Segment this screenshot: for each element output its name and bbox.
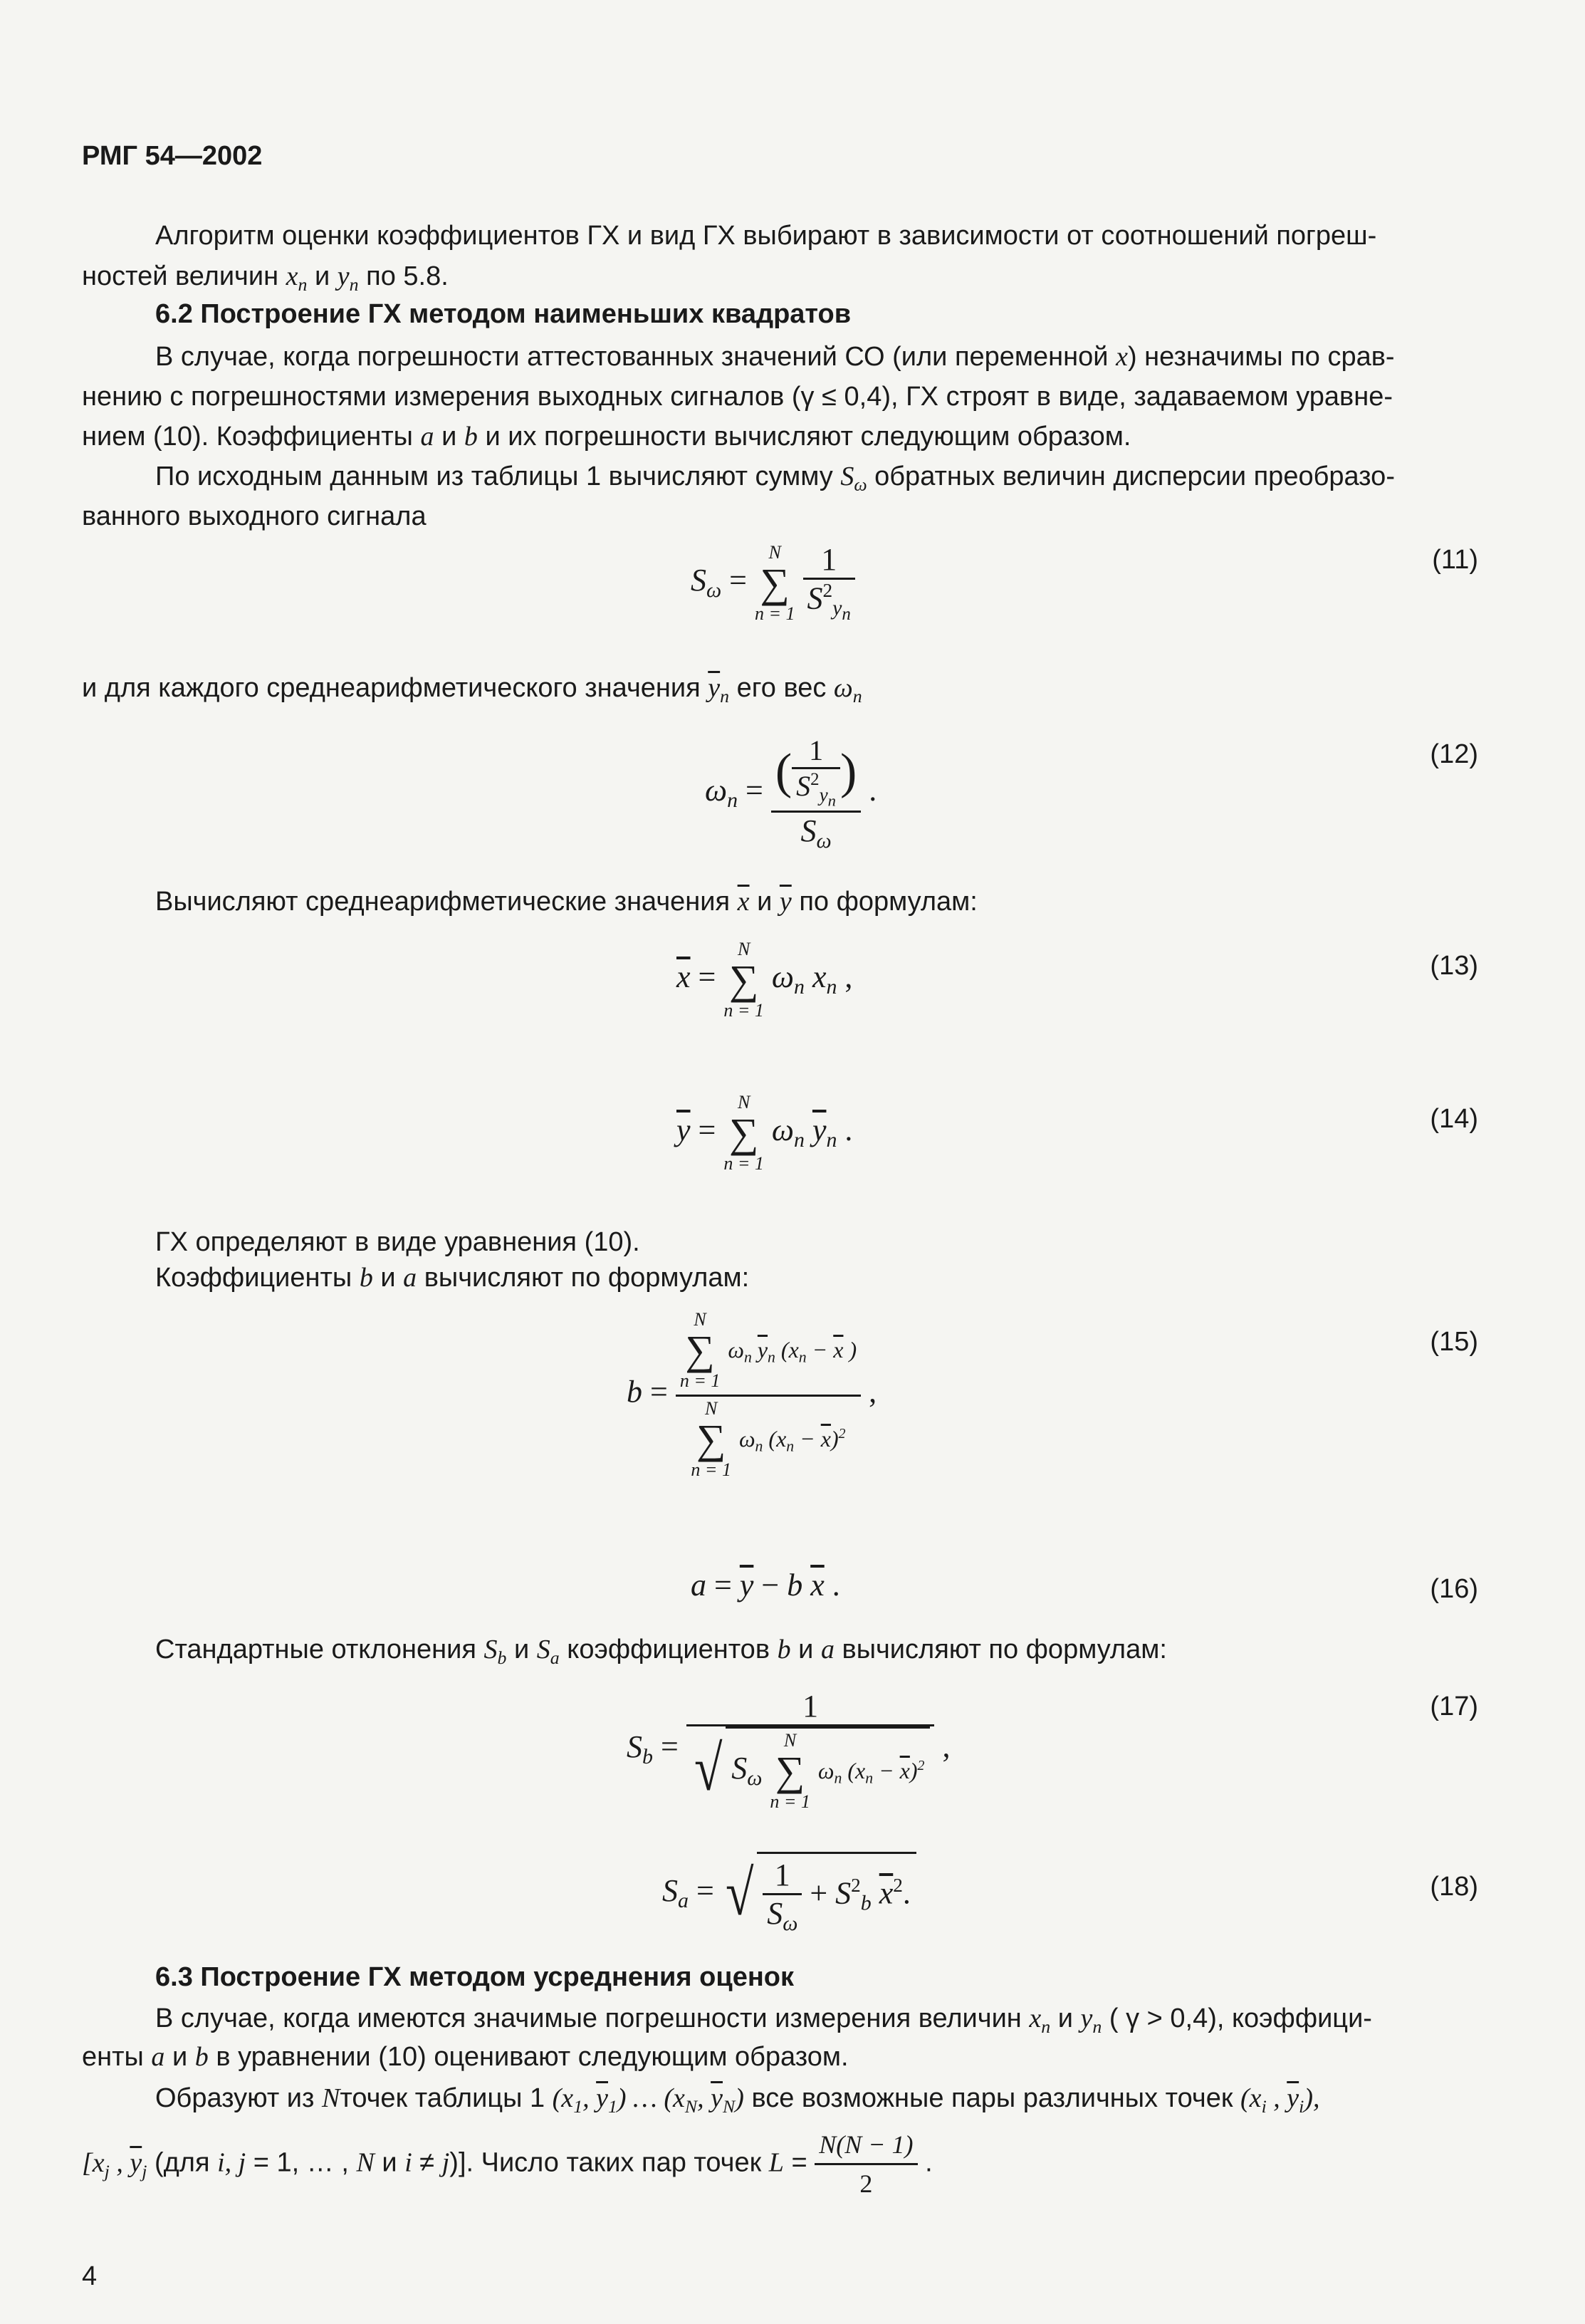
formula-15: b = N ∑ n = 1 $\omega_n$ $\overline{y}_n$ ($x_n - \overline{x}$ ) N ∑ n = 1 $\omega_n$ $(x_n - \overline{x})^2$ , <box>627 1309 877 1480</box>
equation-number-13: (13) <box>1430 951 1478 981</box>
s62-line-9: Коэффициенты b и a вычисляют по формулам: <box>155 1263 750 1293</box>
intro-line-2: ностей величин $x_n$ и $y_n$ по 5.8. <box>82 261 449 295</box>
equation-number-14: (14) <box>1430 1104 1478 1134</box>
section-6-3-heading: 6.3 Построение ГХ методом усреднения оценок <box>155 1962 795 1992</box>
equation-number-17: (17) <box>1430 1692 1478 1721</box>
s62-line-5: ванного выходного сигнала <box>82 501 427 531</box>
equation-number-11: (11) <box>1432 545 1478 575</box>
s63-line-4: [$x_j$ , $\overline{y}_j$ (для i, j = 1, … , N и i ≠ j)]. Число таких пар точек L = $\frac{N(N - 1)}{2}$ . <box>82 2126 933 2202</box>
s63-line-3: Образуют из Nточек таблицы 1 ($x_1$, $\overline{y}_1$) … ($x_N$, $\overline{y}_N$) все возможные пары различных точек ($x_i$ , $\overline{y}_i$), <box>155 2083 1320 2117</box>
s62-line-1: В случае, когда погрешности аттестованных значений СО (или переменной x) незначимы по срав- <box>155 342 1395 372</box>
formula-16: $a = \overline{y} - b$ $\overline{x}$ . <box>691 1568 840 1603</box>
equation-number-12: (12) <box>1430 739 1478 769</box>
equation-number-16: (16) <box>1430 1574 1478 1604</box>
formula-13: $\overline{x}$ = N ∑ n = 1 $\omega_n$ $x_n$ , <box>676 939 853 1021</box>
formula-14: $\overline{y}$ = N ∑ n = 1 $\omega_n$ $\overline{y}_n$ . <box>676 1092 853 1174</box>
equation-number-18: (18) <box>1430 1872 1478 1902</box>
formula-18: $S_a$ = √ $\frac{1}{S_\omega}$ + $S^2_b$ $\overline{x}^2$. <box>662 1852 916 1936</box>
equation-number-15: (15) <box>1430 1327 1478 1357</box>
s62-line-10: Стандартные отклонения $S_b$ и $S_a$ коэффициентов b и a вычисляют по формулам: <box>155 1635 1167 1668</box>
formula-12: $\omega_n$ = ( $\frac{1}{S^2_{y_n}}$ ) $S_\omega$ . <box>705 734 877 853</box>
formula-17: $S_b$ = 1 √ $S_\omega$ N ∑ n = 1 $\omega_n$ $(x_n - \overline{x})^2$ , <box>627 1689 951 1812</box>
s62-line-6: и для каждого среднеарифметического значения $\overline{y}_n$ его вес $\omega_n$ <box>82 673 862 707</box>
intro-line-1: Алгоритм оценки коэффициентов ГХ и вид ГХ выбирают в зависимости от соотношений погреш- <box>155 221 1377 251</box>
s63-line-1: В случае, когда имеются значимые погрешности измерения величин $x_n$ и $y_n$ ( γ > 0,4), коэффици- <box>155 2003 1372 2037</box>
formula-11: $S_\omega$ = N ∑ n = 1 $\frac{1}{S^2_{y_n}}$ <box>691 541 855 625</box>
section-6-2-heading: 6.2 Построение ГХ методом наименьших квадратов <box>155 299 852 329</box>
s62-line-7: Вычисляют среднеарифметические значения $\overline{x}$ и $\overline{y}$ по формулам: <box>155 887 978 917</box>
s62-line-2: нению с погрешностями измерения выходных сигналов (γ ≤ 0,4), ГХ строят в виде, задаваемом уравне- <box>82 382 1393 412</box>
s62-line-3: нием (10). Коэффициенты a и b и их погрешности вычисляют следующим образом. <box>82 422 1131 452</box>
s62-line-8: ГХ определяют в виде уравнения (10). <box>155 1227 640 1257</box>
page-number: 4 <box>82 2261 98 2291</box>
standard-designation: РМГ 54—2002 <box>82 141 263 171</box>
s62-line-4: По исходным данным из таблицы 1 вычисляют сумму $S_\omega$ обратных величин дисперсии преобразо- <box>155 462 1395 495</box>
s63-line-2: енты a и b в уравнении (10) оценивают следующим образом. <box>82 2042 849 2072</box>
